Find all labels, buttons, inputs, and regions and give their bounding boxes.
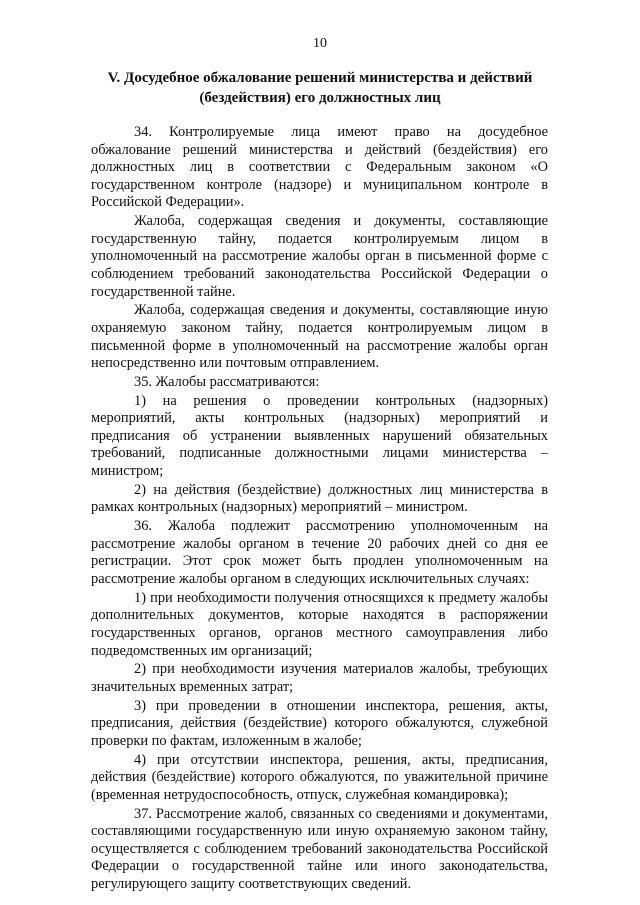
paragraph-state-secret-complaint: Жалоба, содержащая сведения и документы, составляющие государственную тайну, подается контролируемым лицом в уполномоченный на рассмотрение жалобы орган в письменной форме с соблюдением требований законодательства Российской Федерации о государственной тайне.: [91, 213, 548, 300]
section-heading: V. Досудебное обжалование решений министерства и действий (бездействия) его должностных лиц: [107, 70, 533, 106]
paragraph-36-item-2: 2) при необходимости изучения материалов жалобы, требующих значительных временных затрат;: [91, 661, 548, 695]
paragraph-37: 37. Рассмотрение жалоб, связанных со сведениями и документами, составляющими государственную или иную охраняемую законом тайну, осуществляется с соблюдением требований законодательства Российской Федерации о государственной тайне или иного законодательства, регулирующего защиту соответствующих сведений.: [91, 805, 548, 892]
paragraph-36-item-3: 3) при проведении в отношении инспектора, решения, акты, предписания, действия (бездействие) которого обжалуются, служебной проверки по фактам, изложенным в жалобе;: [91, 697, 548, 749]
paragraph-36-item-4: 4) при отсутствии инспектора, решения, акты, предписания, действия (бездействие) которого обжалуются, по уважительной причине (временная нетрудоспособность, отпуск, служебная командировка);: [91, 751, 548, 803]
document-body: [91, 124, 548, 895]
paragraph-35: 35. Жалобы рассматриваются:: [134, 373, 320, 390]
paragraph-36-item-1: 1) при необходимости получения относящихся к предмету жалобы дополнительных документов, которые находятся в распоряжении государственных органов, органов местного самоуправления либо подведомственных им организаций;: [91, 589, 548, 659]
paragraph-35-item-1: 1) на решения о проведении контрольных (надзорных) мероприятий, акты контрольных (надзорных) мероприятий и предписания об устранении выявленных нарушений обязательных требований, подписанные должностными лицами министерства – министром;: [91, 392, 548, 480]
paragraph-35-item-2: 2) на действия (бездействие) должностных лиц министерства в рамках контрольных (надзорных) мероприятий – министром.: [91, 481, 548, 516]
page-number: 10: [313, 36, 327, 51]
paragraph-34: 34. Контролируемые лица имеют право на досудебное обжалование решений министерства и действий (бездействия) его должностных лиц в соответствии с Федеральным законом «О государственном контроле (надзоре) и муниципальном контроле в Российской Федерации».: [91, 124, 548, 211]
paragraph-other-secret-complaint: Жалоба, содержащая сведения и документы, составляющие иную охраняемую законом тайну, подается контролируемым лицом в письменной форме в уполномоченный на рассмотрение жалобы орган непосредственно или почтовым отправлением.: [91, 302, 548, 372]
paragraph-36: 36. Жалоба подлежит рассмотрению уполномоченным на рассмотрение жалобы органом в течение 20 рабочих дней со дня ее регистрации. Этот срок может быть продлен уполномоченным на рассмотрение жалобы органом в следующих исключительных случаях:: [91, 518, 548, 587]
